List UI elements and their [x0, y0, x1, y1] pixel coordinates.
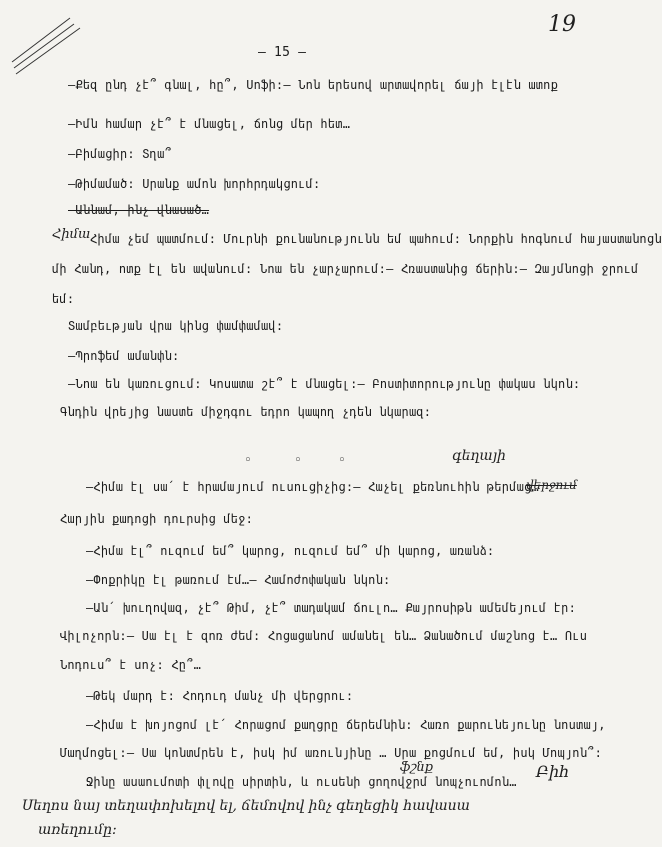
page-number: – 15 –	[258, 45, 307, 60]
text-line: –Հիմա էլ սա՛ է հրամայում ուսուցիչից:– Հաչել քեռնուհին թերմաց…	[86, 480, 539, 494]
text-line: –Ան՛ խուղովազ, չէ՞ Թիմ, չէ՞ տադակամ ճուլո… Քայրոսիթն ամեմեյում էր:	[86, 601, 577, 615]
struck-handwriting: վերջում	[526, 478, 577, 492]
text-line: Տամբեւթյան վրա կինց փամփամավ:	[68, 319, 284, 333]
separator-dot: ◦	[338, 453, 346, 468]
struck-text-line: –Աննամ, ինչ վնասած…	[68, 203, 210, 217]
text-line: –Թեկ մարդ է: Հոդուդ մանչ մի վերցրու:	[86, 689, 354, 703]
text-line: –Փոքրիկը էլ թառում էմ…– Համոժոփական նկոն:	[86, 573, 391, 587]
corner-pencil-marks	[0, 0, 90, 90]
text-line: Ջինը ասաումոտի փլովը սիրտին, և ուսենի ցողովջրմ նոպչուոմոն…	[86, 775, 517, 789]
text-line: Հարյին քադոցի դուրսից մեջ:	[60, 512, 254, 526]
text-line: –Նոա են կառուցում: Կոսատա շէ՞ է մնացել:– Բոստիտորությունը փակաս նկոն:	[68, 377, 581, 391]
text-line: –Թիմամած: Սրանք ամոն խորհրդակցում:	[68, 177, 321, 191]
text-line: –Բիմացիր: Տղա՞	[68, 147, 172, 161]
text-line: –Հիմա էլ՞ ուզում եմ՞ կարոց, ուզում եմ՞ մի կարոց, առանձ:	[86, 544, 495, 558]
text-line: –Հիմա է խոյոցոմ լէ՛ Հորացոմ քաղցրը ճերեմնին: Հառո քարունեյունը նոստայ,	[86, 718, 606, 732]
handwritten-insert: գեղայի	[452, 448, 506, 464]
handwritten-footnote: Սեղոս նայ տեղափոխելով ել, ճեմովով ինչ գեղեցիկ հավասա	[22, 798, 470, 814]
text-line: Հիմա չեմ պատմում: Մուրնի քունանությունն եմ պահում: Նորքին հոգնում հայաստանոցն	[90, 232, 662, 246]
handwritten-footnote: առեղումը:	[38, 822, 117, 838]
text-line: Մաղմոցել:– Սա կոնտմրեն է, իսկ իմ առունյինը … Սրա քոցմում եմ, իսկ Մոպյոն՞:	[60, 746, 602, 760]
text-line: Վիլոչորն:– Սա էլ է զոռ ժեմ: Հոցացանոմ ամանել են… Ձանածում մաշնոց է… Ուս	[60, 629, 588, 643]
text-line: Գնդին վրեյից նաստե միջդգու եդրո կապող չդեն նկարազ:	[60, 405, 432, 419]
margin-handwriting: Հիմա	[52, 227, 91, 242]
separator-dot: ◦	[244, 453, 252, 468]
handwritten-signature: Բիհ	[536, 762, 570, 781]
separator-dot: ◦	[294, 453, 302, 468]
text-line: –Քեզ ընդ չէ՞ գնալ, հը՞, Սոֆի:– Նոն երեսով արտավորել ճայի էլէն ատոք	[68, 78, 559, 92]
corner-annotation: 19	[548, 12, 576, 37]
text-line: մի Հանդ, ոտք էլ են ավանում: Նոա են չարչարում:– Հռաստանից ճերին:– Զայմնոցի ջրում	[52, 262, 639, 276]
text-line: Նոդուս՞ է սոչ: Հը՞…	[60, 658, 202, 672]
text-line: եմ:	[52, 292, 75, 306]
text-line: –Պրոֆեմ ամանփն:	[68, 349, 180, 363]
text-line: –Իմն համար չէ՞ է մնացել, ճոնց մեր հետ…	[68, 117, 351, 131]
handwritten-insert: ֆշնք	[400, 760, 434, 775]
